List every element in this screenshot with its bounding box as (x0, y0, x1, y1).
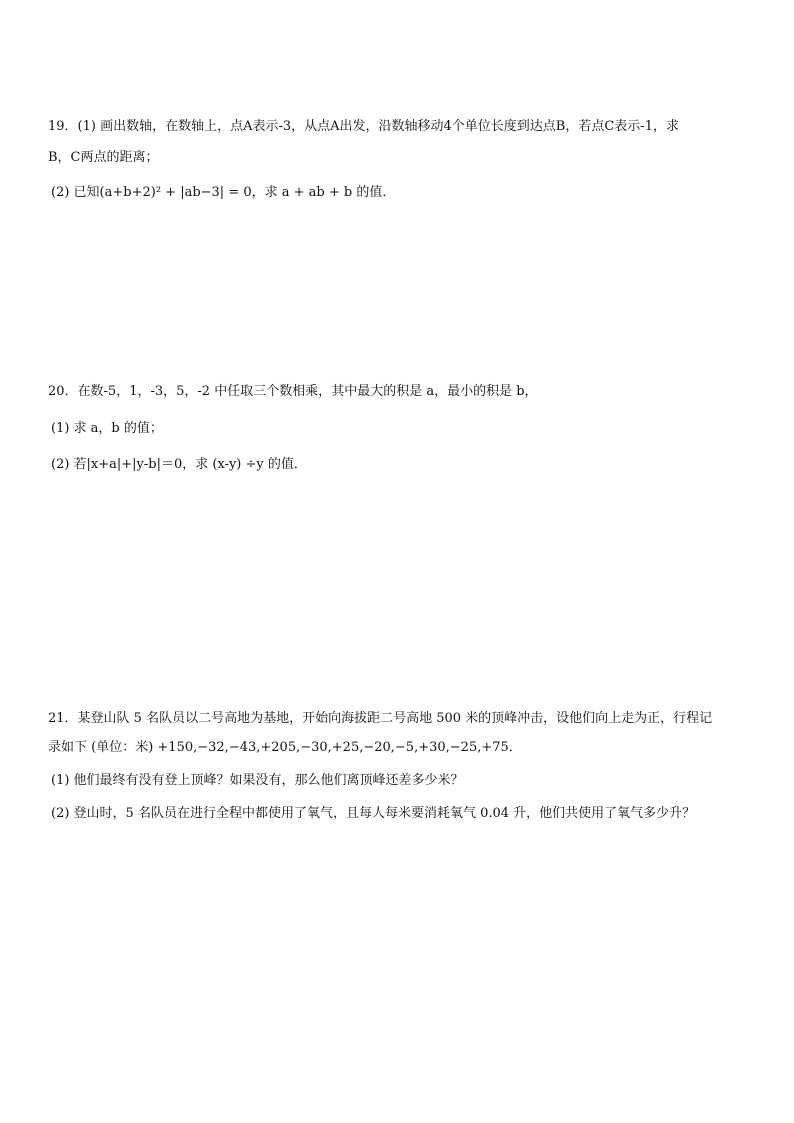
q19-line-3: (2) 已知(a+b+2)² + |ab−3| = 0，求 a + ab + b 的值． (51, 185, 396, 200)
q20-line-3: (2) 若|x+a|+|y-b|＝0，求 (x-y) ÷y 的值． (51, 457, 307, 472)
q21-line-2: 录如下 (单位：米) +150,−32,−43,+205,−30,+25,−20,−5,+30,−25,+75． (48, 740, 522, 755)
q21-line-4: (2) 登山时，5 名队员在进行全程中都使用了氧气，且每人每米要消耗氧气 0.04 升，他们共使用了氧气多少升？ (51, 806, 696, 821)
q21-line-1: 21．某登山队 5 名队员以二号高地为基地，开始向海拔距二号高地 500 米的顶峰冲击，设他们向上走为正，行程记 (48, 711, 713, 726)
q19-line-1: 19．(1) 画出数轴，在数轴上，点A表示-3，从点A出发，沿数轴移动4个单位长度到达点B，若点C表示-1，求 (48, 119, 679, 134)
q19-line-2: B，C两点的距离； (48, 150, 159, 165)
q20-line-1: 20．在数-5，1，-3，5，-2 中任取三个数相乘，其中最大的积是 a，最小的积是 b， (48, 384, 538, 399)
q21-line-3: (1) 他们最终有没有登上顶峰？如果没有，那么他们离顶峰还差多少米？ (51, 773, 464, 788)
q20-line-2: (1) 求 a，b 的值； (51, 421, 163, 436)
